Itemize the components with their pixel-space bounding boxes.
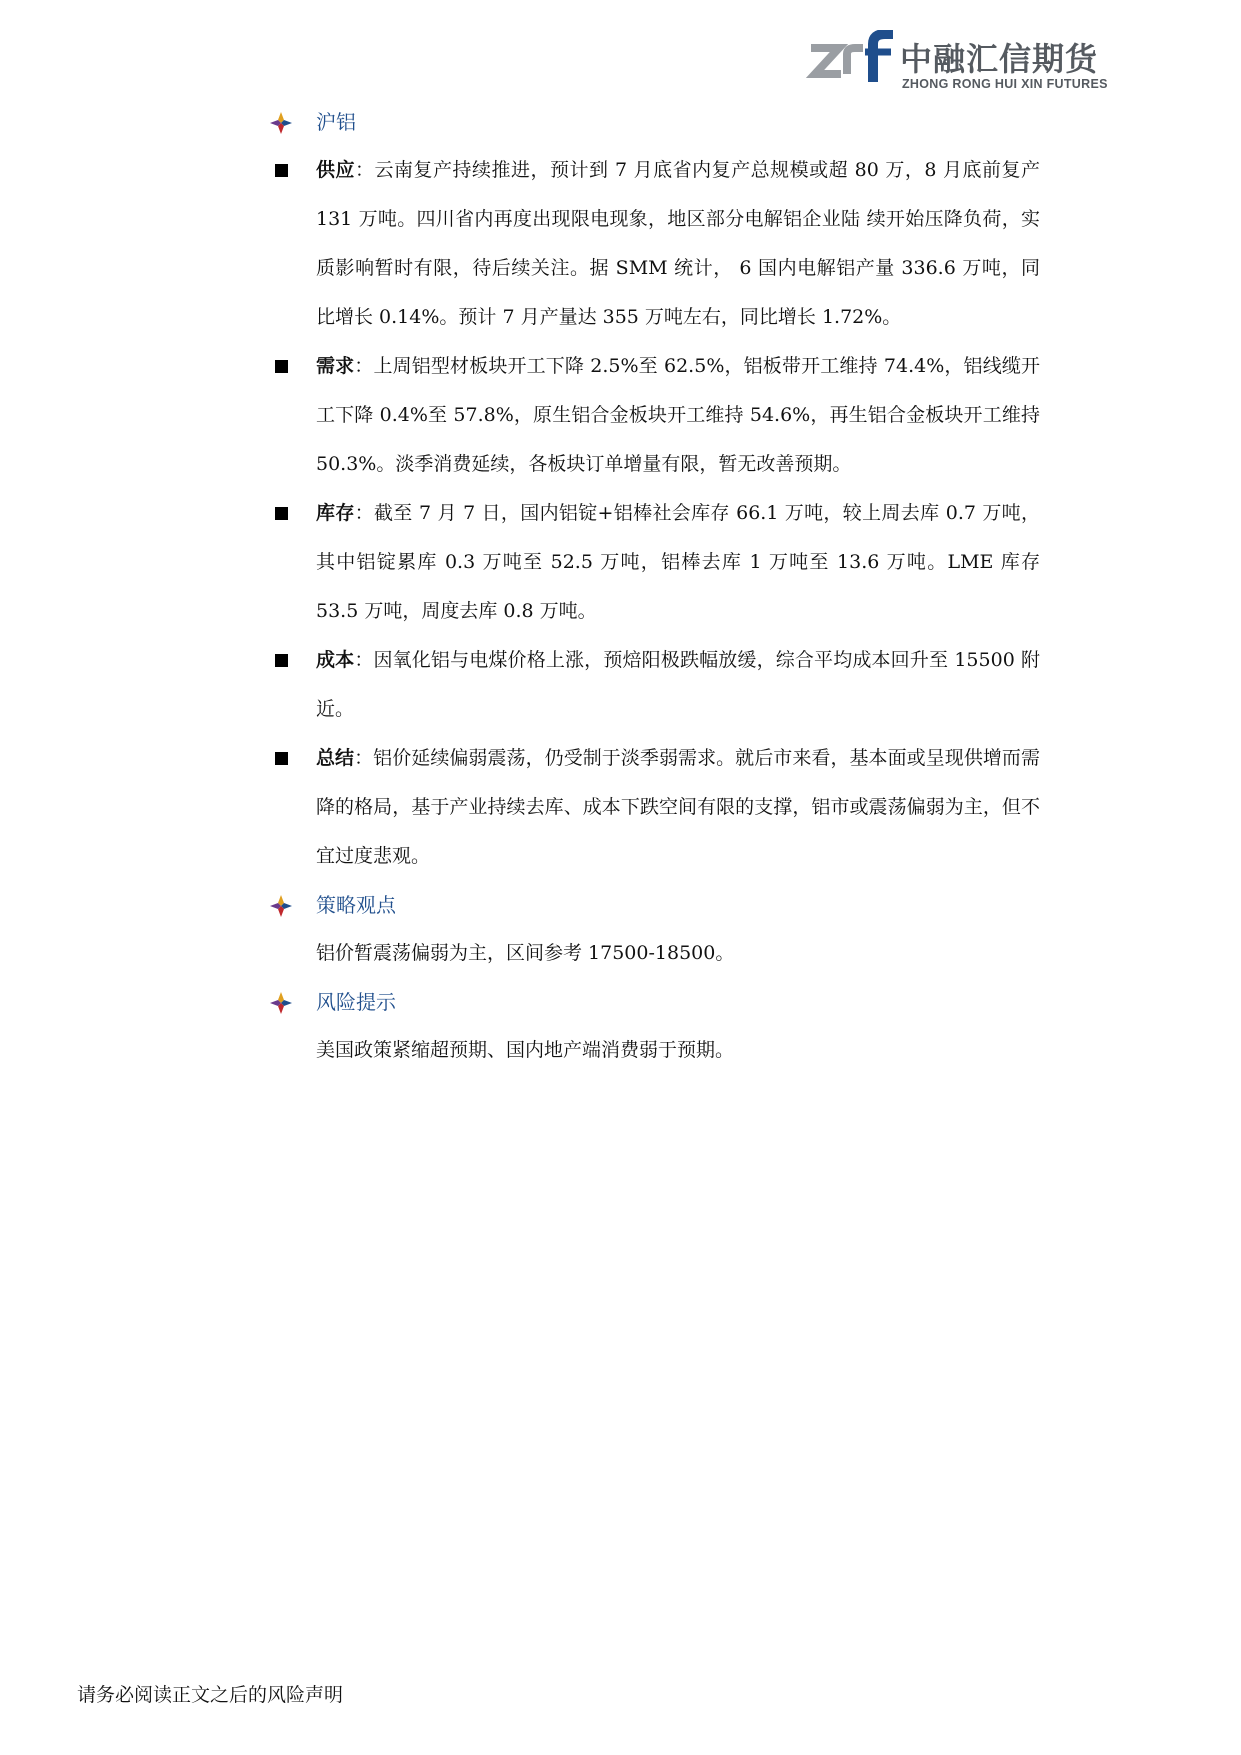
bullet-text: ：上周铝型材板块开工下降 2.5%至 62.5%，铝板带开工维持 74.4%，铝线缆开工下降 0.4%至 57.8%，原生铝合金板块开工维持 54.6%，再生铝合金板块开工维持 50.3%。淡季消费延续，各板块订单增量有限，暂无改善预期。 <box>316 355 1040 475</box>
section-heading-risk <box>270 978 1040 1026</box>
four-point-star-icon <box>270 895 292 917</box>
bullet-label: 需求 <box>316 355 355 377</box>
bullet-demand <box>270 342 1040 489</box>
bullet-label: 库存 <box>316 502 355 524</box>
section-heading-strategy <box>270 881 1040 929</box>
bullet-text: ：云南复产持续推进，预计到 7 月底省内复产总规模或超 80 万，8 月底前复产 131 万吨。四川省内再度出现限电现象，地区部分电解铝企业陆 续开始压降负荷，实质影响暂时有限，待后续关注。据 SMM 统计， 6 国内电解铝产量 336.6 万吨，同比增长 0.14%。预计 7 月产量达 355 万吨左右，同比增长 1.72%。 <box>316 159 1040 328</box>
logo-english-name: ZHONG RONG HUI XIN FUTURES <box>902 77 1108 91</box>
section-title: 风险提示 <box>316 990 396 1014</box>
square-bullet-icon <box>275 507 288 520</box>
strategy-text: 铝价暂震荡偏弱为主，区间参考 17500-18500。 <box>316 942 735 964</box>
bullet-supply <box>270 146 1040 342</box>
four-point-star-icon <box>270 112 292 134</box>
section-title: 策略观点 <box>316 893 396 917</box>
bullet-label: 成本 <box>316 649 355 671</box>
square-bullet-icon <box>275 654 288 667</box>
four-point-star-icon <box>270 992 292 1014</box>
logo-chinese-name: 中融汇信期货 <box>900 40 1099 78</box>
bullet-cost <box>270 636 1040 734</box>
bullet-label: 供应 <box>316 159 355 181</box>
bullet-label: 总结 <box>316 747 355 769</box>
risk-text: 美国政策紧缩超预期、国内地产端消费弱于预期。 <box>316 1039 735 1061</box>
section-heading-aluminum <box>270 98 1040 146</box>
zrf-logo-icon <box>805 30 897 90</box>
footer-disclaimer: 请务必阅读正文之后的风险声明 <box>77 1684 344 1706</box>
square-bullet-icon <box>275 164 288 177</box>
company-logo <box>805 30 1108 94</box>
bullet-text: ：铝价延续偏弱震荡，仍受制于淡季弱需求。就后市来看，基本面或呈现供增而需降的格局，基于产业持续去库、成本下跌空间有限的支撑，铝市或震荡偏弱为主，但不宜过度悲观。 <box>316 747 1040 867</box>
bullet-inventory <box>270 489 1040 636</box>
square-bullet-icon <box>275 360 288 373</box>
square-bullet-icon <box>275 752 288 765</box>
bullet-text: ：截至 7 月 7 日，国内铝锭+铝棒社会库存 66.1 万吨，较上周去库 0.7 万吨，其中铝锭累库 0.3 万吨至 52.5 万吨，铝棒去库 1 万吨至 13.6 万吨。LME 库存 53.5 万吨，周度去库 0.8 万吨。 <box>316 502 1040 622</box>
report-content <box>270 98 1040 1075</box>
section-title: 沪铝 <box>316 110 356 134</box>
bullet-summary <box>270 734 1040 881</box>
bullet-text: ：因氧化铝与电煤价格上涨，预焙阳极跌幅放缓，综合平均成本回升至 15500 附近。 <box>316 649 1040 720</box>
